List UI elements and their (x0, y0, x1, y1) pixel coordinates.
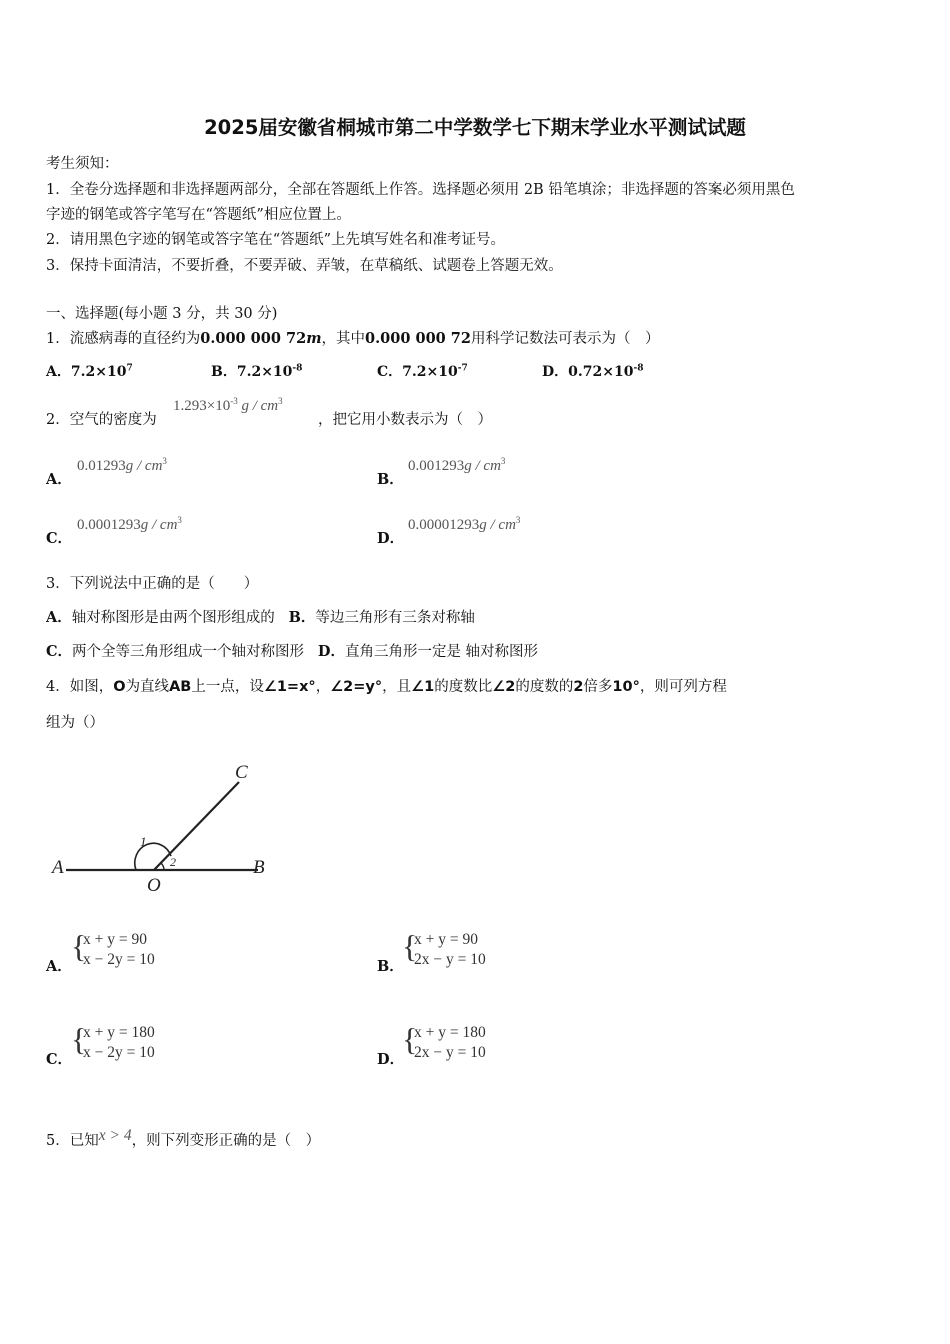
label-angle-2: 2 (170, 855, 176, 869)
q1-option-d[interactable] (542, 361, 643, 381)
q4-option-a-label[interactable]: A． (46, 958, 72, 975)
option-exponent: 3 (515, 515, 521, 525)
q1-text: ，其中 (321, 331, 366, 347)
equation: x + y = 90 (414, 931, 478, 948)
q1-option-b[interactable] (211, 361, 302, 381)
q4-option-a-system[interactable] (83, 930, 155, 970)
option-exponent: 3 (177, 515, 182, 525)
q4-text: ， (315, 679, 331, 695)
option-unit: g / cm (140, 517, 178, 533)
question-3-stem: 3．下列说法中正确的是（ ） (46, 576, 259, 592)
q2-option-c-label[interactable]: C． (46, 530, 73, 547)
question-5-stem (46, 1129, 320, 1150)
q1-unit: m (306, 330, 322, 347)
q4-text: ，且 (382, 679, 412, 695)
brace-icon: { (71, 928, 87, 964)
question-2-stem-a: 2．空气的密度为 (46, 412, 157, 428)
q4-text: 倍多 (583, 679, 613, 695)
q2-density-formula (173, 396, 283, 415)
option-unit: g / cm (479, 517, 516, 533)
q3-option-d[interactable]: 直角三角形一定是 轴对称图形 (344, 644, 539, 660)
q4-text: 的度数的 (515, 679, 574, 695)
section-heading: 一、选择题(每小题 3 分，共 30 分) (46, 306, 278, 322)
q3-option-b[interactable]: 等边三角形有三条对称轴 (315, 610, 475, 626)
option-exponent: -7 (457, 363, 468, 374)
q2-option-a-value[interactable] (77, 456, 167, 475)
q4-symbol: 2 (573, 679, 584, 695)
option-number: 0.001293 (408, 458, 465, 474)
q1-number: 0.000 000 72 (200, 330, 307, 347)
page-title: 2025届安徽省桐城市第二中学数学七下期末学业水平测试试题 (204, 116, 746, 139)
q4-option-d-system[interactable] (414, 1023, 486, 1063)
q2-option-d-label[interactable]: D． (377, 530, 405, 547)
q4-option-c-system[interactable] (83, 1023, 155, 1063)
q4-symbol: AB (169, 679, 192, 695)
formula-unit: g / cm (237, 398, 279, 414)
notice-item: 3．保持卡面清洁，不要折叠，不要弄破、弄皱，在草稿纸、试题卷上答题无效。 (46, 258, 563, 274)
option-value: 7.2×10 (236, 364, 293, 380)
equation: 2x − y = 10 (414, 951, 486, 968)
option-exponent: -8 (633, 363, 644, 374)
q4-symbol: ∠2 (492, 679, 516, 695)
option-label[interactable]: C． (46, 643, 73, 660)
question-1-stem (46, 327, 659, 348)
q4-symbol: 10° (612, 679, 640, 695)
q5-text: 5．已知 (46, 1133, 99, 1149)
q2-option-a-label[interactable]: A． (46, 471, 72, 488)
q3-options-ab (46, 606, 475, 627)
q2-option-d-value[interactable] (408, 515, 520, 534)
q4-text: 的度数比 (434, 679, 493, 695)
q4-text: ，则可列方程 (639, 679, 727, 695)
option-value: 7.2×10 (70, 364, 127, 380)
label-angle-1: 1 (140, 834, 147, 849)
q5-condition: x > 4 (98, 1127, 132, 1144)
equation: x − 2y = 10 (83, 951, 155, 968)
option-label: C． (377, 364, 403, 380)
option-label: D． (542, 364, 569, 380)
q4-symbol: ∠1 (411, 679, 435, 695)
option-label: A． (46, 364, 71, 380)
question-2-stem-b: ，把它用小数表示为（ ） (318, 412, 492, 428)
equation: x − 2y = 10 (83, 1044, 155, 1061)
option-value: 0.72×10 (568, 364, 634, 380)
q4-text: 上一点，设 (191, 679, 264, 695)
q2-option-b-label[interactable]: B． (377, 471, 404, 488)
q2-option-b-value[interactable] (408, 456, 505, 475)
option-value: 7.2×10 (402, 364, 458, 380)
q5-text: ，则下列变形正确的是（ ） (131, 1133, 321, 1149)
q1-number: 0.000 000 72 (365, 330, 471, 347)
option-exponent: -8 (292, 363, 303, 374)
q4-symbol: O (113, 679, 126, 695)
brace-icon: { (71, 1021, 87, 1057)
q2-option-c-value[interactable] (77, 515, 182, 534)
q1-text: 1．流感病毒的直径约为 (46, 331, 201, 347)
option-exponent: 7 (126, 363, 133, 374)
equation: 2x − y = 10 (414, 1044, 486, 1061)
q3-options-cd (46, 640, 538, 661)
label-c: C (235, 762, 248, 783)
label-a: A (52, 857, 64, 878)
q4-option-c-label[interactable]: C． (46, 1051, 73, 1068)
q3-option-a[interactable]: 轴对称图形是由两个图形组成的 (71, 610, 275, 626)
question-4-stem (46, 675, 727, 696)
equation: x + y = 180 (83, 1024, 155, 1041)
label-b: B (253, 857, 265, 878)
formula-exponent: -3 (230, 396, 238, 406)
option-exponent: 3 (500, 456, 506, 466)
q4-option-b-label[interactable]: B． (377, 958, 404, 975)
option-number: 0.0001293 (77, 517, 141, 533)
notice-item: 2．请用黑色字迹的钢笔或答字笔在“答题纸”上先填写姓名和准考证号。 (46, 232, 506, 248)
brace-icon: { (402, 928, 418, 964)
ray-oc (154, 782, 239, 870)
q4-symbol: ∠2=y° (330, 679, 383, 695)
q4-option-b-system[interactable] (414, 930, 486, 970)
q3-option-c[interactable]: 两个全等三角形组成一个轴对称图形 (72, 644, 305, 660)
option-label[interactable]: B． (288, 609, 316, 626)
question-4-stem-cont: 组为（） (46, 715, 104, 731)
formula-base: 1.293×10 (173, 398, 231, 414)
q4-text: 4．如图， (46, 679, 114, 695)
q1-option-a[interactable] (46, 361, 133, 381)
q4-geometry-figure (46, 755, 276, 895)
equation: x + y = 180 (414, 1024, 486, 1041)
option-label[interactable]: A． (46, 609, 72, 626)
q1-text: 用科学记数法可表示为（ ） (470, 331, 660, 347)
option-exponent: 3 (162, 456, 167, 466)
q4-symbol: ∠1=x° (263, 679, 316, 695)
option-number: 0.01293 (77, 458, 126, 474)
q4-option-d-label[interactable]: D． (377, 1051, 405, 1068)
option-label[interactable]: D． (317, 643, 345, 660)
formula-exponent: 3 (278, 396, 283, 406)
option-number: 0.00001293 (408, 517, 480, 533)
option-unit: g / cm (125, 458, 163, 474)
label-o: O (147, 875, 161, 895)
option-unit: g / cm (464, 458, 501, 474)
brace-icon: { (402, 1021, 418, 1057)
q1-option-c[interactable] (377, 361, 468, 381)
q4-text: 为直线 (125, 679, 170, 695)
option-label: B． (211, 364, 237, 380)
notice-heading: 考生须知： (46, 156, 119, 172)
equation: x + y = 90 (83, 931, 147, 948)
notice-item: 字迹的钢笔或答字笔写在“答题纸”相应位置上。 (46, 207, 351, 223)
notice-item: 1．全卷分选择题和非选择题两部分，全部在答题纸上作答。选择题必须用 2B 铅笔填涂；非选择题的答案必须用黑色 (46, 182, 795, 198)
